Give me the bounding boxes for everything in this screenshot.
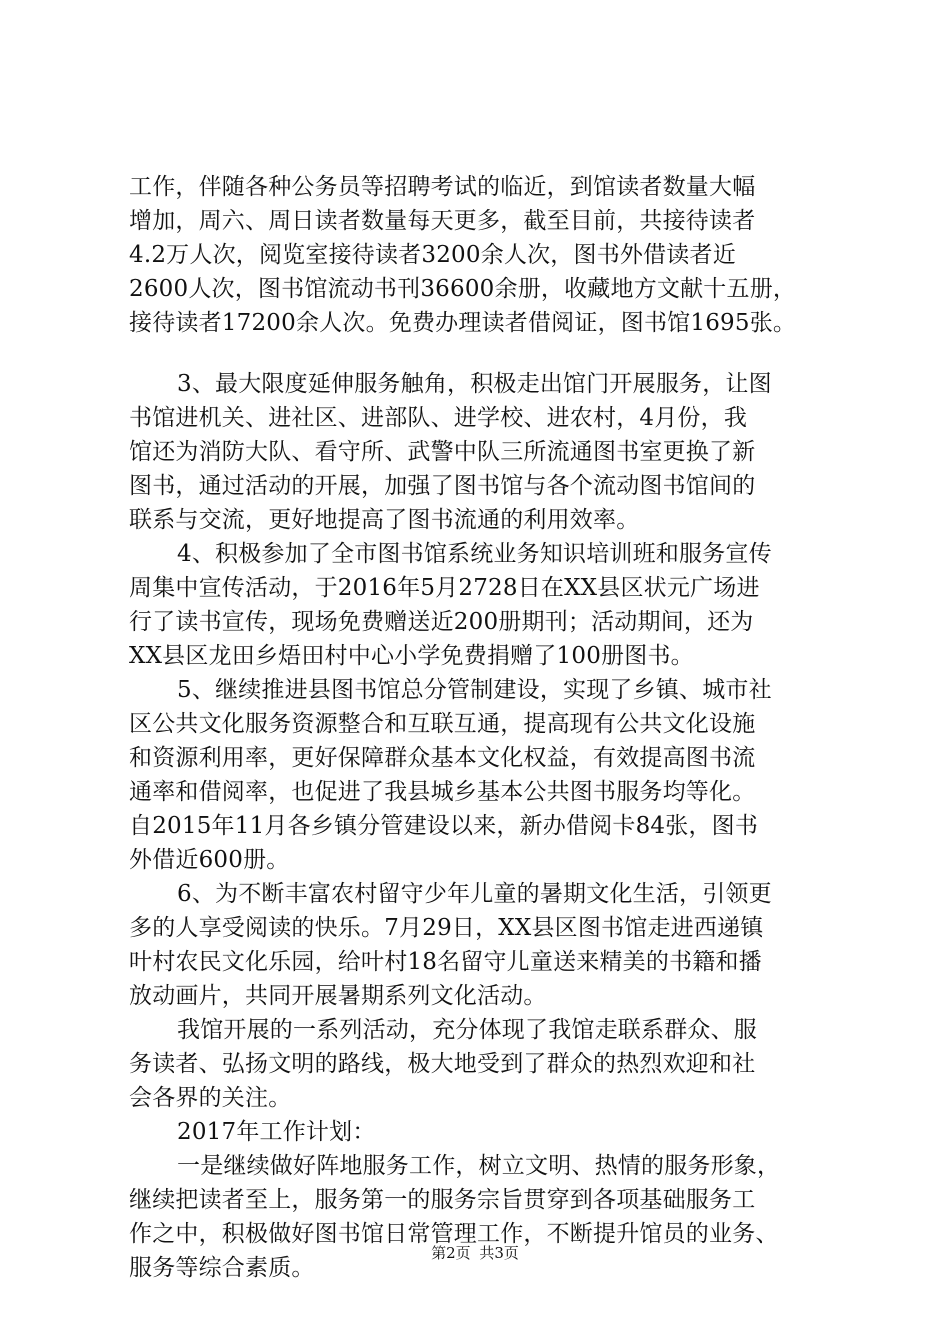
text-line: 务读者、弘扬文明的路线，极大地受到了群众的热烈欢迎和社: [129, 1051, 756, 1077]
text-line: 4、积极参加了全市图书馆系统业务知识培训班和服务宣传: [177, 541, 772, 567]
text-line: 周集中宣传活动，于2016年5月2728日在XX县区状元广场进: [129, 575, 760, 601]
text-line: 3、最大限度延伸服务触角，积极走出馆门开展服务，让图: [177, 371, 772, 397]
text-line: 5、继续推进县图书馆总分管制建设，实现了乡镇、城市社: [177, 677, 772, 703]
text-line: 服务等综合素质。: [129, 1255, 315, 1281]
text-line: 放动画片，共同开展暑期系列文化活动。: [129, 983, 547, 1009]
paragraph: [129, 367, 841, 537]
text-line: 通率和借阅率，也促进了我县城乡基本公共图书服务均等化。: [129, 779, 756, 805]
text-line: 多的人享受阅读的快乐。7月29日，XX县区图书馆走进西递镇: [129, 915, 764, 941]
page-footer: [0, 1243, 950, 1263]
text-line: 联系与交流，更好地提高了图书流通的利用效率。: [129, 507, 640, 533]
paragraph: [129, 537, 841, 673]
paragraph: [129, 1013, 841, 1115]
text-line: 继续把读者至上，服务第一的服务宗旨贯穿到各项基础服务工: [129, 1187, 756, 1213]
text-line: 自2015年11月各乡镇分管建设以来，新办借阅卡84张，图书: [129, 813, 759, 839]
text-line: 工作，伴随各种公务员等招聘考试的临近，到馆读者数量大幅: [129, 174, 756, 200]
text-line: 增加，周六、周日读者数量每天更多，截至目前，共接待读者: [129, 208, 756, 234]
text-line: 4.2万人次，阅览室接待读者3200余人次，图书外借读者近: [129, 242, 736, 268]
text-line: 作之中，积极做好图书馆日常管理工作，不断提升馆员的业务、: [129, 1221, 779, 1247]
paragraph-gap: [129, 340, 841, 367]
text-line: 我馆开展的一系列活动，充分体现了我馆走联系群众、服: [177, 1017, 757, 1043]
text-line: 会各界的关注。: [129, 1085, 292, 1111]
text-line: 和资源利用率，更好保障群众基本文化权益，有效提高图书流: [129, 745, 756, 771]
text-line: 行了读书宣传，现场免费赠送近200册期刊；活动期间，还为: [129, 609, 754, 635]
text-line: 接待读者17200余人次。免费办理读者借阅证，图书馆1695张。: [129, 310, 797, 336]
text-line: 图书，通过活动的开展，加强了图书馆与各个流动图书馆间的: [129, 473, 756, 499]
document-body: [129, 170, 841, 1285]
text-line: 6、为不断丰富农村留守少年儿童的暑期文化生活，引领更: [177, 881, 772, 907]
paragraph: [129, 1149, 841, 1285]
paragraph: [129, 1115, 841, 1149]
page-number: 第2页: [431, 1244, 471, 1262]
text-line: 2017年工作计划：: [177, 1119, 376, 1145]
text-line: 区公共文化服务资源整合和互联互通，提高现有公共文化设施: [129, 711, 756, 737]
paragraph: [129, 170, 841, 340]
text-line: XX县区龙田乡焐田村中心小学免费捐赠了100册图书。: [129, 643, 694, 669]
text-line: 外借近600册。: [129, 847, 290, 873]
paragraph: [129, 877, 841, 1013]
text-line: 2600人次，图书馆流动书刊36600余册，收藏地方文献十五册，: [129, 276, 797, 302]
text-line: 书馆进机关、进社区、进部队、进学校、进农村，4月份，我: [129, 405, 748, 431]
text-line: 叶村农民文化乐园，给叶村18名留守儿童送来精美的书籍和播: [129, 949, 762, 975]
paragraph: [129, 673, 841, 877]
text-line: 一是继续做好阵地服务工作，树立文明、热情的服务形象，: [177, 1153, 781, 1179]
text-line: 馆还为消防大队、看守所、武警中队三所流通图书室更换了新: [129, 439, 756, 465]
page-total: 共3页: [479, 1244, 519, 1262]
